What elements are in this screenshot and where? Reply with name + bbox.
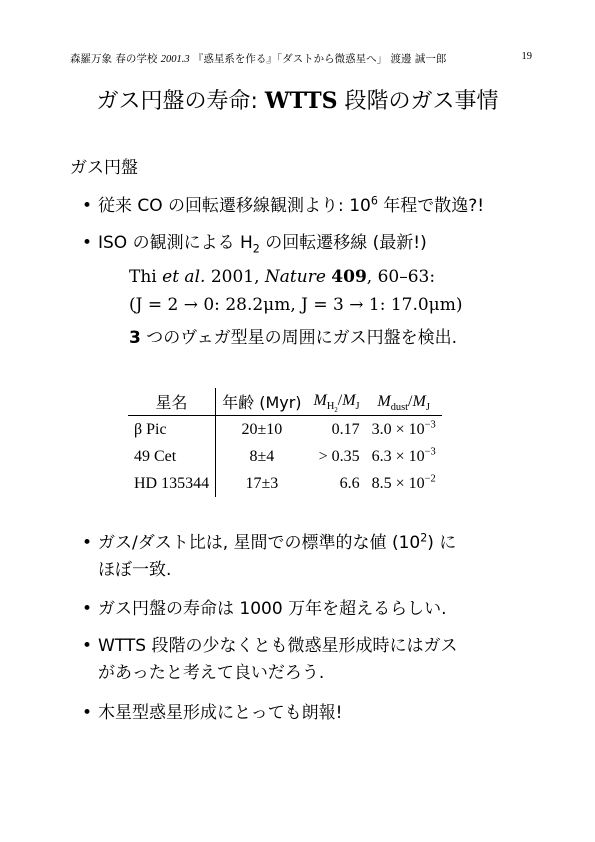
reference-transitions: (J = 2 → 0: 28.2μm, J = 3 → 1: 17.0μm) [129,295,463,315]
col-age: 年齢 (Myr) [216,388,308,416]
page-number: 19 [521,51,532,62]
title-jp: ガス円盤の寿命: [96,89,258,114]
header-course: 『惑星系を作る』「ダストから微惑星へ」 渡邊 誠一郎 [192,53,447,65]
table-row: HD 135344 17±3 6.6 $8.5 \times 10^{-2}$ [128,470,442,497]
table-header-row [128,388,442,416]
col-gas-mass: $M_{H_2}/M_J$ [308,388,366,416]
reference-result: 3 つのヴェガ型星の周囲にガス円盤を検出. [129,328,457,348]
bullet-dot: • [82,636,93,656]
section-heading: ガス円盤 [70,158,138,178]
star-table [128,388,442,497]
title-bold: WTTS [264,88,338,114]
header-date: 2001.3 [160,54,190,65]
reference-citation: Thi et al. 2001, Nature 409, 60–63: [129,267,436,287]
bullet-dot: • [82,703,93,723]
bullet-iso-observation: • ISO の観測による $H_2$ の回転遷移線 (最新!) [82,230,427,257]
bullet-wtts-stage: • WTTS 段階の少なくとも微惑星形成時にはガス があったと考えて良いだろう. [82,633,457,687]
title-rest: 段階のガス事情 [344,89,499,114]
table-row: β Pic 20±10 0.17 $3.0 \times 10^{-3}$ [128,416,442,444]
col-star-name: 星名 [128,388,216,416]
header-prefix: 森羅万象 春の学校 [70,53,158,65]
bullet-dot: • [82,533,93,553]
table-row: 49 Cet 8±4 > 0.35 $6.3 \times 10^{-3}$ [128,443,442,470]
slide-title [0,84,595,115]
col-dust-mass: $M_{dust}/M_J$ [366,388,442,416]
bullet-jovian-planet: • 木星型惑星形成にとっても朗報! [82,700,342,727]
bullet-co-observation: • 従来 CO の回転遷移線観測より: $10^6$ 年程で散逸?! [82,193,484,220]
bullet-gas-dust-ratio: • ガス/ダスト比は, 星間での標準的な値 $(10^2)$ に ほぼ一致. [82,531,457,580]
bullet-dot: • [82,233,93,253]
bullet-dot: • [82,599,93,619]
bullet-dot: • [82,196,93,216]
running-header [70,51,532,66]
bullet-disk-lifetime: • ガス円盤の寿命は 1000 万年を超えるらしい. [82,596,446,623]
